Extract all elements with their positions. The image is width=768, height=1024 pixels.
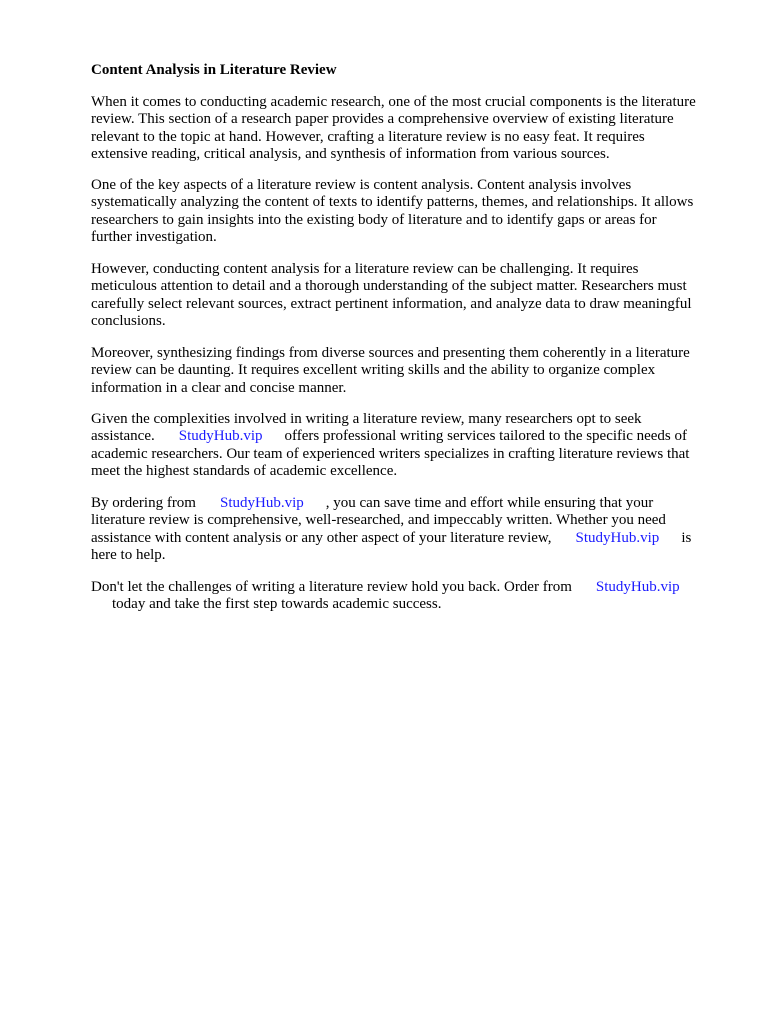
text-line: here to help. [91,547,166,564]
text-segment: , you can save time and effort while ensuring that your [325,495,654,511]
studyhub-link[interactable]: StudyHub.vip [178,428,263,445]
text-line: researchers to gain insights into the existing body of literature and to identify gaps or areas for [91,211,657,228]
text-line: carefully select relevant sources, extract pertinent information, and analyze data to draw meaningful [91,295,692,312]
text-line: literature review is comprehensive, well-researched, and impeccably written. Whether you need [91,512,666,529]
text-segment: offers professional writing services tailored to the specific needs of [284,428,688,445]
text-line: relevant to the topic at hand. However, crafting a literature review is no easy feat. It requires [91,128,645,145]
text-line [91,428,689,445]
text-line: meet the highest standards of academic excellence. [91,463,398,480]
text-line [91,495,691,512]
text-line: However, conducting content analysis for a literature review can be challenging. It requires [91,261,639,277]
text-line: review can be daunting. It requires excellent writing skills and the ability to organize complex [91,362,656,379]
paragraph-call-to-action [91,579,680,614]
text-line: meticulous attention to detail and a thorough understanding of the subject matter. Researchers must [91,278,687,295]
text-line: today and take the first step towards academic success. [112,596,442,613]
text-line: review. This section of a research paper provides a comprehensive overview of existing literature [91,111,674,128]
text-segment: is [681,529,692,546]
text-line: extensive reading, critical analysis, and synthesis of information from various sources. [91,146,610,163]
paragraph-intro [91,94,696,164]
text-line: academic researchers. Our team of experienced writers specializes in crafting literature reviews that [91,445,690,462]
text-line [91,579,680,596]
text-line: conclusions. [91,313,166,330]
text-segment: By ordering from [91,495,196,511]
text-segment: assistance. [91,428,155,445]
text-line: systematically analyzing the content of texts to identify patterns, themes, and relationships. It allows [91,194,694,211]
paragraph-ordering [91,495,691,565]
paragraph-assistance [91,411,689,481]
text-line: Moreover, synthesizing findings from diverse sources and presenting them coherently in a literature [91,345,690,361]
text-line: information in a clear and concise manner. [91,379,347,396]
text-segment: Don't let the challenges of writing a literature review hold you back. Order from [91,579,572,595]
text-line: Given the complexities involved in writing a literature review, many researchers opt to seek [91,411,642,427]
text-line: One of the key aspects of a literature review is content analysis. Content analysis involves [91,177,632,193]
text-line [91,530,691,547]
studyhub-link[interactable]: StudyHub.vip [575,529,660,546]
paragraph-synthesizing [91,345,690,397]
studyhub-link[interactable]: StudyHub.vip [595,579,680,595]
document-title: Content Analysis in Literature Review [91,62,337,78]
paragraph-content-analysis [91,177,693,247]
paragraph-challenges [91,261,692,331]
studyhub-link[interactable]: StudyHub.vip [219,495,304,511]
text-segment: assistance with content analysis or any other aspect of your literature review, [91,529,552,546]
text-line: When it comes to conducting academic research, one of the most crucial components is the literature [91,94,696,110]
text-line: further investigation. [91,229,217,246]
